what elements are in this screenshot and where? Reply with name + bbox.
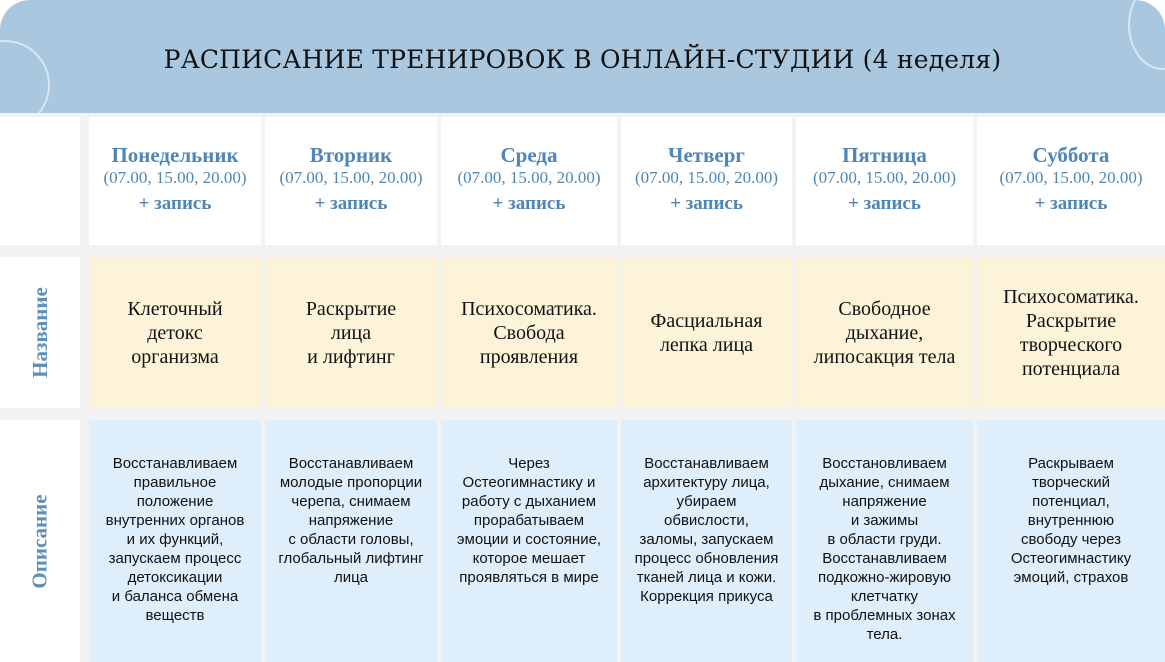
signup-link[interactable]: + запись	[848, 193, 921, 214]
day-name: Четверг	[668, 143, 745, 167]
day-header-saturday	[977, 117, 1165, 245]
training-name-cell-saturday	[977, 257, 1165, 408]
training-description-cell-saturday	[977, 420, 1165, 662]
training-description: Раскрываем творческий потенциал, внутреннюю свободу через Остеогимнастику эмоций, страхов	[1010, 455, 1132, 586]
day-times: (07.00, 15.00, 20.00)	[634, 168, 779, 187]
decorative-circle	[0, 40, 50, 113]
training-name: Клеточный детокс организма	[127, 297, 223, 368]
decorative-circle	[1128, 0, 1165, 70]
training-description: Через Остеогимнастику и работу с дыханием прорабатываем эмоции и состояние, которое мешает проявляться в мире	[456, 455, 602, 586]
signup-link[interactable]: + запись	[492, 193, 566, 214]
training-name-cell-tuesday	[265, 257, 437, 408]
corner-cell	[0, 117, 80, 245]
training-description-cell-monday	[89, 420, 261, 662]
signup-link[interactable]: + запись	[314, 193, 388, 214]
day-header-tuesday	[265, 117, 437, 245]
day-header-friday	[796, 117, 973, 245]
row-label-name	[0, 257, 80, 408]
day-header-wednesday	[441, 117, 617, 245]
row-label-description	[0, 420, 80, 662]
day-name: Среда	[500, 143, 558, 167]
day-name: Суббота	[1032, 143, 1110, 167]
signup-link[interactable]: + запись	[1034, 193, 1108, 214]
training-description-cell-tuesday	[265, 420, 437, 662]
signup-link[interactable]: + запись	[670, 193, 743, 214]
training-description: Восстанавливаем архитектуру лица, убираем обвислости, заломы, запускаем процесс обновления тканей лица и кожи. Коррекция прикуса	[634, 455, 779, 605]
day-times: (07.00, 15.00, 20.00)	[457, 168, 601, 187]
training-name-cell-wednesday	[441, 257, 617, 408]
schedule-header	[0, 0, 1165, 113]
training-name: Психосоматика. Свобода проявления	[461, 297, 597, 368]
training-description: Восстанавливаем правильное положение внутренних органов и их функций, запускаем процесс детоксикации и баланса обмена веществ	[105, 455, 245, 624]
day-times: (07.00, 15.00, 20.00)	[999, 168, 1143, 187]
day-header-monday	[89, 117, 261, 245]
training-description-cell-friday	[796, 420, 973, 662]
day-name: Понедельник	[111, 143, 239, 167]
day-name: Вторник	[309, 143, 393, 167]
training-name: Фасциальная лепка лица	[650, 309, 763, 356]
row-label-description-text: Описание	[27, 493, 52, 589]
training-description-cell-thursday	[621, 420, 792, 662]
day-header-thursday	[621, 117, 792, 245]
training-name-cell-friday	[796, 257, 973, 408]
page-title: РАСПИСАНИЕ ТРЕНИРОВОК В ОНЛАЙН-СТУДИИ (4 неделя)	[163, 45, 1002, 74]
training-description-cell-wednesday	[441, 420, 617, 662]
training-name: Раскрытие лица и лифтинг	[305, 297, 397, 368]
training-name-cell-monday	[89, 257, 261, 408]
day-times: (07.00, 15.00, 20.00)	[812, 168, 957, 187]
training-name: Психосоматика. Раскрытие творческого потенциала	[1003, 285, 1139, 380]
training-description: Восстанавливаем молодые пропорции черепа, снимаем напряжение с области головы, глобальный лифтинг лица	[278, 455, 424, 586]
training-name: Свободное дыхание, липосакция тела	[813, 297, 956, 368]
day-times: (07.00, 15.00, 20.00)	[279, 168, 423, 187]
day-times: (07.00, 15.00, 20.00)	[103, 168, 247, 187]
day-name: Пятница	[842, 143, 927, 167]
training-description: Восстановливаем дыхание, снимаем напряжение и зажимы в области груди. Восстанавливаем подкожно-жировую клетчатку в проблемных зонах тела.	[813, 455, 956, 643]
training-name-cell-thursday	[621, 257, 792, 408]
signup-link[interactable]: + запись	[138, 193, 212, 214]
schedule-grid	[0, 113, 1165, 662]
row-label-name-text: Название	[27, 287, 52, 378]
